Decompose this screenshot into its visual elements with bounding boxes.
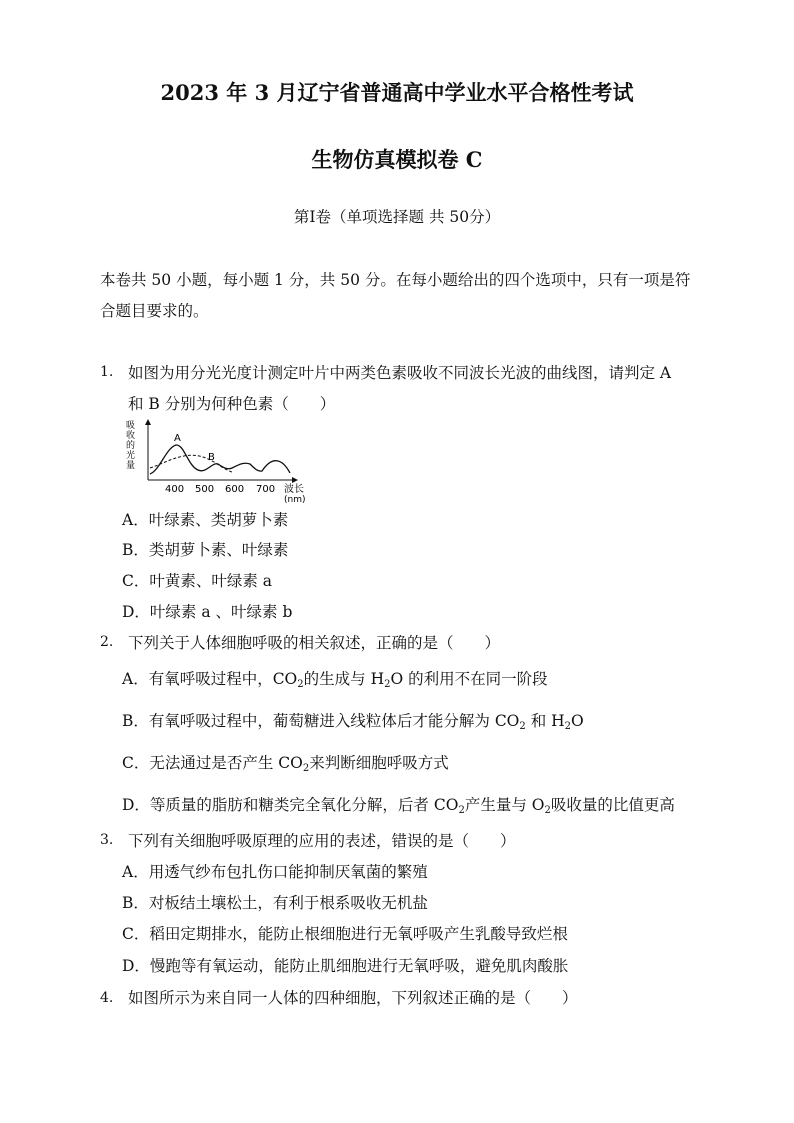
- curve-label-b: B: [208, 452, 215, 463]
- y-axis-arrow: [145, 419, 151, 425]
- option-d: D．慢跑等有氧运动，能防止肌细胞进行无氧呼吸，避免肌肉酸胀: [122, 957, 569, 975]
- option-a: A．用透气纱布包扎伤口能抑制厌氧菌的繁殖: [122, 863, 428, 881]
- option-b: B．有氧呼吸过程中，葡萄糖进入线粒体后才能分解为 $CO_2$ 和 $H_2O$: [122, 712, 584, 732]
- section-heading: 第Ⅰ卷（单项选择题 共 50分）: [293, 208, 501, 226]
- option-b: B．对板结土壤松土，有利于根系吸收无机盐: [122, 894, 428, 912]
- x-tick-label: 500: [195, 484, 215, 495]
- question-stem: 如图所示为来自同一人体的四种细胞，下列叙述正确的是（ ）: [128, 989, 578, 1007]
- question-stem-line-2: 和 B 分别为何种色素（ ）: [128, 395, 336, 413]
- ylabel-char: 收: [126, 431, 136, 441]
- absorption-spectrum-figure: [122, 418, 332, 504]
- question-number: 2.: [100, 634, 114, 650]
- ylabel-char: 量: [126, 461, 136, 471]
- question-number: 4.: [100, 990, 114, 1006]
- x-tick-label: 600: [225, 484, 245, 495]
- question-stem: 下列关于人体细胞呼吸的相关叙述，正确的是（ ）: [128, 634, 501, 652]
- intro-line-1: 本卷共 50 小题，每小题 1 分，共 50 分。在每小题给出的四个选项中，只有一项是符: [100, 271, 691, 289]
- x-tick-label: 400: [165, 484, 185, 495]
- exam-subtitle: 生物仿真模拟卷 C: [311, 147, 483, 172]
- ylabel-char: 吸: [126, 421, 136, 431]
- x-tick-label: 700: [256, 484, 276, 495]
- option-a: A．有氧呼吸过程中，$CO_2$的生成与 $H_2O$ 的利用不在同一阶段: [122, 670, 548, 690]
- ylabel-char: 的: [126, 441, 136, 451]
- question-number: 1.: [100, 364, 114, 380]
- option-d: D．等质量的脂肪和糖类完全氧化分解，后者 $CO_2$产生量与 $O_2$吸收量的比值更高: [122, 796, 675, 816]
- question-stem: 下列有关细胞呼吸原理的应用的表述，错误的是（ ）: [128, 832, 516, 850]
- ylabel-char: 光: [126, 451, 136, 461]
- option-a: A．叶绿素、类胡萝卜素: [122, 511, 289, 529]
- option-d: D．叶绿素 a 、叶绿素 b: [122, 603, 293, 621]
- intro-line-2: 合题目要求的。: [100, 302, 209, 320]
- option-b: B．类胡萝卜素、叶绿素: [122, 541, 289, 559]
- option-c: C．稻田定期排水，能防止根细胞进行无氧呼吸产生乳酸导致烂根: [122, 925, 568, 943]
- x-axis-arrow: [292, 477, 298, 483]
- option-c: C．无法通过是否产生 $CO_2$来判断细胞呼吸方式: [122, 754, 449, 774]
- exam-title: 2023 年 3 月辽宁省普通高中学业水平合格性考试: [160, 80, 634, 105]
- question-stem-line-1: 如图为用分光光度计测定叶片中两类色素吸收不同波长光波的曲线图，请判定 A: [128, 364, 672, 382]
- curve-label-a: A: [174, 433, 181, 444]
- x-axis-label: 波长: [284, 484, 304, 495]
- x-axis-unit: (nm): [284, 495, 306, 504]
- question-number: 3.: [100, 832, 114, 848]
- option-c: C．叶黄素、叶绿素 a: [122, 572, 273, 590]
